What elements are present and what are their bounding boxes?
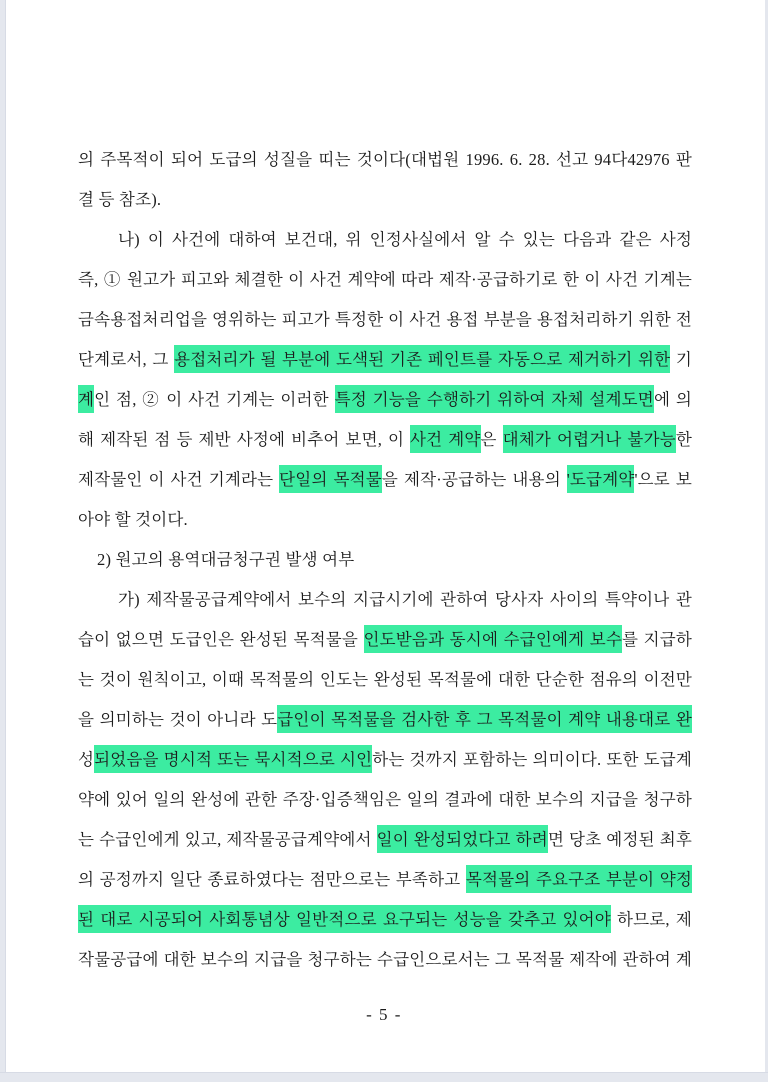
highlighted-text: '도급계약 — [567, 465, 635, 493]
text-segment: 을 의미하는 것이 아니라 도 — [78, 710, 278, 729]
highlighted-text: 계 — [78, 385, 94, 413]
highlighted-text: 목적물의 주요구조 부분이 약정 — [466, 865, 692, 893]
text-segment: 나) 이 사건에 대하여 보건대, 위 인정사실에서 알 수 있는 다음과 같은 사정 — [118, 230, 692, 249]
text-segment: 는 것이 원칙이고, 이때 목적물의 인도는 완성된 목적물에 대한 단순한 점유의 이전만 — [78, 670, 692, 689]
text-segment: 아야 할 것이다. — [78, 510, 188, 529]
document-body — [78, 140, 692, 980]
highlighted-text: 급인이 목적물을 검사한 후 그 목적물이 계약 내용대로 완 — [277, 705, 692, 733]
highlighted-text: 된 대로 시공되어 사회통념상 일반적으로 요구되는 성능을 갖추고 있어야 — [78, 905, 611, 933]
text-line — [78, 300, 692, 340]
text-line — [78, 900, 692, 940]
page-edge-bottom — [0, 1072, 768, 1082]
text-segment: 는 수급인에게 있고, 제작물공급계약에서 — [78, 830, 377, 849]
text-segment: 의 공정까지 일단 종료하였다는 점만으로는 부족하고 — [78, 870, 466, 889]
text-segment: 은 — [480, 430, 503, 449]
text-line — [78, 740, 692, 780]
text-line — [78, 260, 692, 300]
text-line — [78, 540, 692, 580]
highlighted-text: 용접처리가 될 부분에 도색된 기존 페인트를 자동으로 제거하기 위한 — [174, 345, 670, 373]
text-segment: 면 당초 예정된 최후 — [547, 830, 692, 849]
text-segment: 금속용접처리업을 영위하는 피고가 특정한 이 사건 용접 부분을 용접처리하기 위한 전 — [78, 310, 692, 329]
text-segment: 제작물인 이 사건 기계라는 — [78, 470, 280, 489]
text-line — [78, 660, 692, 700]
text-segment: 성 — [78, 750, 95, 769]
text-segment: 에 의 — [653, 390, 692, 409]
highlighted-text: 대체가 어렵거나 불가능 — [503, 425, 676, 453]
text-segment: 2) 원고의 용역대금청구권 발생 여부 — [97, 550, 355, 569]
text-line — [78, 940, 692, 980]
highlighted-text: 사건 계약 — [410, 425, 480, 453]
text-segment: 작물공급에 대한 보수의 지급을 청구하는 수급인으로서는 그 목적물 제작에 관하여 계 — [78, 950, 692, 969]
highlighted-text: 특정 기능을 수행하기 위하여 자체 설계도면 — [335, 385, 654, 413]
text-segment: '으로 보 — [634, 470, 692, 489]
text-line — [78, 860, 692, 900]
highlighted-text: 인도받음과 동시에 수급인에게 보수 — [364, 625, 622, 653]
text-segment: 결 등 참조). — [78, 190, 162, 209]
text-segment: 습이 없으면 도급인은 완성된 목적물을 — [78, 630, 364, 649]
text-segment: 한 — [675, 430, 692, 449]
text-segment: 기 — [670, 350, 692, 369]
text-line — [78, 620, 692, 660]
text-line — [78, 140, 692, 180]
text-segment: 단계로서, 그 — [78, 350, 175, 369]
text-line — [78, 580, 692, 620]
page-edge-left — [0, 0, 6, 1082]
text-line — [78, 180, 692, 220]
text-line — [78, 500, 692, 540]
text-segment: 의 주목적이 되어 도급의 성질을 띠는 것이다(대법원 1996. 6. 28. 선고 94다42976 판 — [78, 150, 692, 169]
text-line — [78, 340, 692, 380]
text-segment: 하므로, 제 — [610, 910, 692, 929]
page-number: - 5 - — [366, 1005, 402, 1024]
text-line — [78, 700, 692, 740]
text-segment: 약에 있어 일의 완성에 관한 주장·입증책임은 일의 결과에 대한 보수의 지급을 청구하 — [78, 790, 692, 809]
text-segment: 가) 제작물공급계약에서 보수의 지급시기에 관하여 당사자 사이의 특약이나 관 — [118, 590, 692, 609]
highlighted-text: 되었음을 명시적 또는 묵시적으로 시인 — [94, 745, 372, 773]
text-segment: 해 제작된 점 등 제반 사정에 비추어 보면, 이 — [78, 430, 411, 449]
text-line — [78, 820, 692, 860]
text-line — [78, 220, 692, 260]
highlighted-text: 일이 완성되었다고 하려 — [377, 825, 548, 853]
text-line — [78, 380, 692, 420]
text-line — [78, 420, 692, 460]
text-segment: 인 점, ② 이 사건 기계는 이러한 — [94, 390, 335, 409]
text-segment: 을 제작·공급하는 내용의 — [381, 470, 567, 489]
highlighted-text: 단일의 목적물 — [279, 465, 382, 493]
text-line — [78, 460, 692, 500]
text-line — [78, 780, 692, 820]
text-segment: 즉, ① 원고가 피고와 체결한 이 사건 계약에 따라 제작·공급하기로 한 이 사건 기계는 — [78, 270, 692, 289]
text-segment: 를 지급하 — [621, 630, 692, 649]
text-segment: 하는 것까지 포함하는 의미이다. 또한 도급계 — [372, 750, 692, 769]
